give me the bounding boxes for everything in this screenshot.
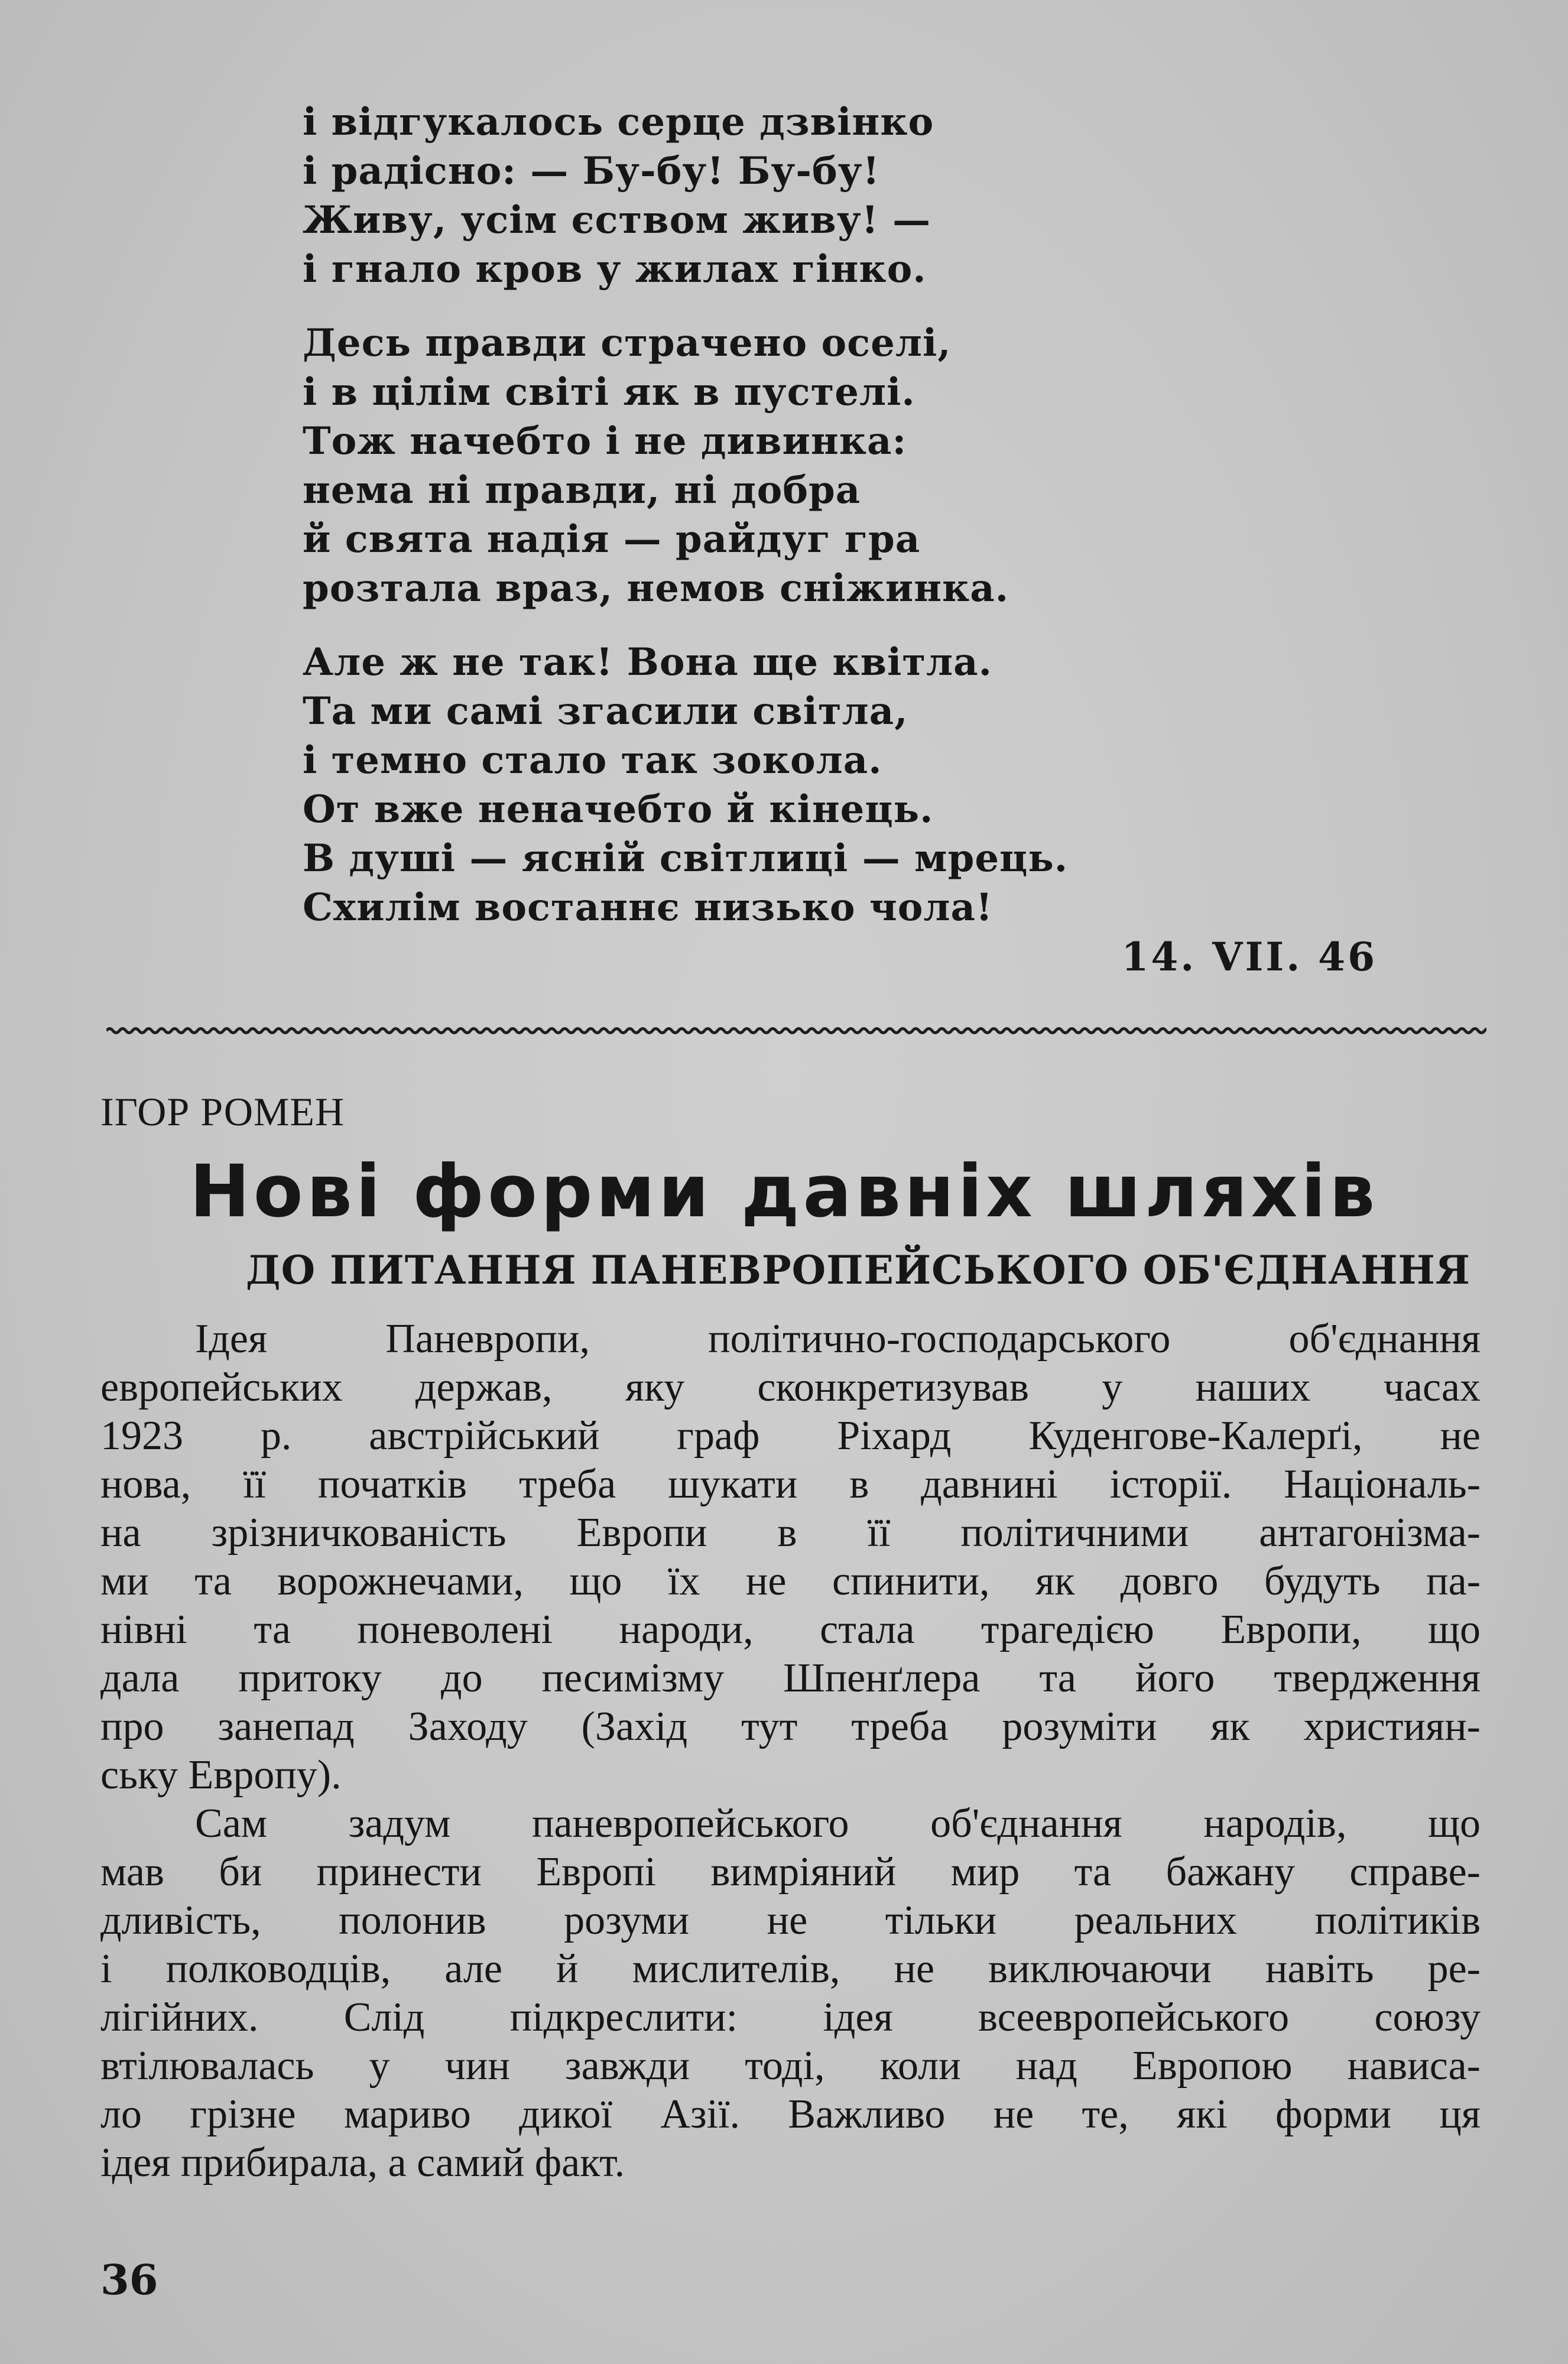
body-line: Сам задум паневропейського об'єднання народів, що	[195, 1801, 1481, 1846]
article-title: Нові форми давніх шляхів	[189, 1149, 1379, 1233]
body-line: на зрізничкованість Европи в її політичними антагонізма-	[100, 1510, 1481, 1556]
poem	[303, 98, 1426, 957]
body-line: про занепад Заходу (Захід тут треба розуміти як християн-	[100, 1704, 1481, 1749]
body-line: нівні та поневолені народи, стала трагедією Европи, що	[100, 1607, 1481, 1652]
body-line: европейських держав, яку сконкретизував у наших часах	[100, 1365, 1481, 1410]
poem-line: От вже неначебто й кінець.	[303, 787, 934, 832]
body-line: 1923 р. австрійський граф Ріхард Куденгове-Калерґі, не	[100, 1413, 1481, 1459]
poem-line: Тож начебто і не дивинка:	[303, 419, 907, 463]
poem-stanza	[303, 638, 1426, 932]
poem-line: і в цілім світі як в пустелі.	[303, 370, 916, 414]
poem-line: й свята надія — райдуг гра	[303, 517, 921, 561]
poem-line: і відгукалось серце дзвінко	[303, 100, 934, 144]
poem-date: 14. VII. 46	[1121, 934, 1377, 980]
poem-stanza	[303, 319, 1426, 613]
poem-line: Але ж не так! Вона ще квітла.	[303, 640, 992, 684]
article-paragraph	[100, 1315, 1481, 1800]
body-line: дливість, полонив розуми не тільки реальних політиків	[100, 1898, 1481, 1943]
poem-line: розтала враз, немов сніжинка.	[303, 566, 1009, 611]
body-line: і полководців, але й мислителів, не виключаючи навіть ре-	[100, 1946, 1481, 1992]
poem-line: нема ні правди, ні добра	[303, 468, 861, 512]
body-line: ську Европу).	[100, 1752, 342, 1798]
page-number: 36	[100, 2255, 158, 2304]
poem-line: Живу, усім єством живу! —	[303, 198, 931, 242]
body-line: лігійних. Слід підкреслити: ідея всеевропейського союзу	[100, 1995, 1481, 2040]
article-body	[100, 1315, 1481, 2187]
article-paragraph	[100, 1800, 1481, 2187]
body-line: ідея прибирала, а самий факт.	[100, 2140, 625, 2186]
article-author: ІГОР РОМЕН	[100, 1089, 345, 1134]
body-line: Ідея Паневропи, політично-господарського об'єднання	[195, 1316, 1481, 1362]
poem-line: Схилім востаннє низько чола!	[303, 885, 994, 930]
article-subtitle: ДО ПИТАННЯ ПАНЕВРОПЕЙСЬКОГО ОБ'ЄДНАННЯ	[245, 1247, 1470, 1293]
body-line: ло грізне мариво дикої Азії. Важливо не те, які форми ця	[100, 2092, 1481, 2137]
poem-line: і темно стало так зокола.	[303, 738, 882, 782]
poem-line: В душі — ясній світлиці — мрець.	[303, 836, 1069, 881]
body-line: дала притоку до песимізму Шпенґлера та його твердження	[100, 1655, 1481, 1701]
body-line: ми та ворожнечами, що їх не спинити, як довго будуть па-	[100, 1558, 1481, 1604]
body-line: втілювалась у чин завжди тоді, коли над Европою нависа-	[100, 2043, 1481, 2089]
poem-line: і радісно: — Бу-бу! Бу-бу!	[303, 149, 880, 193]
poem-line: і гнало кров у жилах гінко.	[303, 247, 927, 291]
wavy-divider	[106, 1019, 1486, 1043]
body-line: нова, її початків треба шукати в давнині історії. Національ-	[100, 1462, 1481, 1507]
poem-line: Та ми самі згасили світла,	[303, 689, 908, 733]
body-line: мав би принести Европі вимріяний мир та бажану справе-	[100, 1849, 1481, 1895]
poem-line: Десь правди страчено оселі,	[303, 321, 952, 365]
poem-stanza	[303, 98, 1426, 294]
